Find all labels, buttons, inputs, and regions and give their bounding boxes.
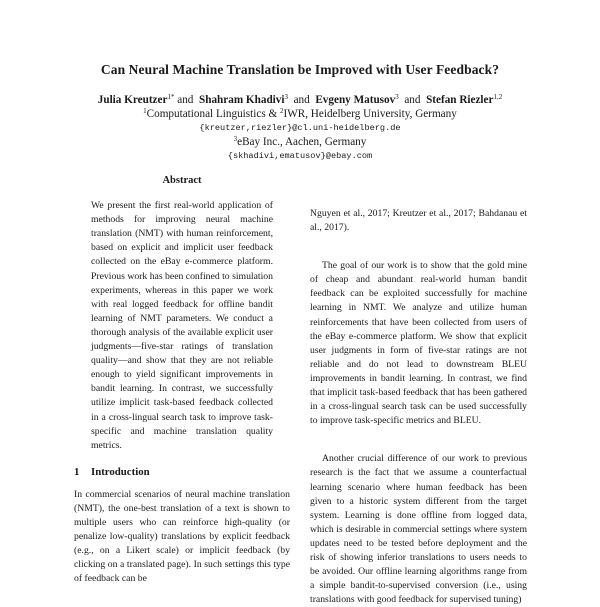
author-name: Shahram Khadivi [199,94,285,106]
author-sup: 3 [395,93,399,101]
affil-text: IWR, Heidelberg University, Germany [283,108,457,120]
goal-paragraph: The goal of our work is to show that the gold mine of cheap and abundant real-world human bandit feedback can be exploited successfully for machine learning in NMT. We analyze and utilize human reinforcements that have been collected from users of the eBay e-commerce platform. We show that explicit user judgments in form of five-star ratings are not reliable and do not lead to downstream BLEU improvements in bandit learning. In contrast, we find that implicit task-based feedback that has been gathered in a cross-lingual search task can be used successfully to improve task-specific metrics and BLEU. [310,260,527,427]
author-sup: 1,2 [493,93,503,101]
affil-sup: 3 [233,135,238,143]
section-number: 1 [74,465,80,478]
author-sup: 1* [167,93,175,101]
email-1[interactable]: {kreutzer,riezler}@cl.uni-heidelberg.de [199,123,401,133]
author-sup: 3 [284,93,288,101]
abstract-heading: Abstract [162,175,202,186]
author-block [0,93,600,163]
author-name: Stefan Riezler [426,94,494,106]
right-column [310,207,527,607]
citation-continuation: Nguyen et al., 2017; Kreutzer et al., 2017; Bahdanau et al., 2017). [310,208,527,234]
affiliation-1 [0,107,600,121]
author-name: Evgeny Matusov [315,94,396,106]
paper-title: Can Neural Machine Translation be Improved with User Feedback? [100,62,500,77]
author-line [0,93,600,107]
affil-text: eBay Inc., Aachen, Germany [237,136,367,148]
and-word: and [404,94,421,106]
affil-text: Computational Linguistics & [146,108,280,120]
intro-paragraph: In commercial scenarios of neural machine translation (NMT), the one-best translation of a text is shown to multiple users who can reinforce high-quality (or penalize low-quality) translations by explicit feedback (e.g., on a Likert scale) or implicit feedback (by clicking on a translated page). In such settings this type of feedback can be [74,488,290,585]
email-2[interactable]: {skhadivi,ematusov}@ebay.com [227,151,373,161]
affil-sup: 2 [279,107,284,115]
and-word: and [177,94,194,106]
abstract-body [74,199,290,453]
difference-paragraph: Another crucial difference of our work to previous research is the fact that we assume a counterfactual learning scenario where human feedback has been given to a historic system different from the target system. Learning is done offline from logged data, which is desirable in commercial settings where system updates need to be tested before deployment and the risk of showing inferior translations to users needs to be avoided. Our offline learning algorithms range from a simple bandit-to-supervised conversion (i.e., using translations with good feedback for supervised tuning) [310,453,527,606]
author-name: Julia Kreutzer [97,94,168,106]
affil-sup: 1 [143,107,147,115]
section-heading [74,465,290,479]
left-column [74,174,290,587]
abstract-text: We present the first real-world application of methods for improving neural machine translation (NMT) with human reinforcement, based on explicit and implicit user feedback collected on the eBay e-commerce platform. Previous work has been confined to simulation experiments, whereas in this paper we work with real logged feedback for offline bandit learning of NMT parameters. We conduct a thorough analysis of the available explicit user judgments—five-star ratings of translation quality—and show that they are not reliable enough to yield significant improvements in bandit learning. In contrast, we successfully utilize implicit task-based feedback collected in a cross-lingual search task to improve task-specific and machine translation quality metrics. [91,200,273,451]
section-title: Introduction [91,465,150,478]
affiliation-2 [0,135,600,149]
and-word: and [293,94,310,106]
